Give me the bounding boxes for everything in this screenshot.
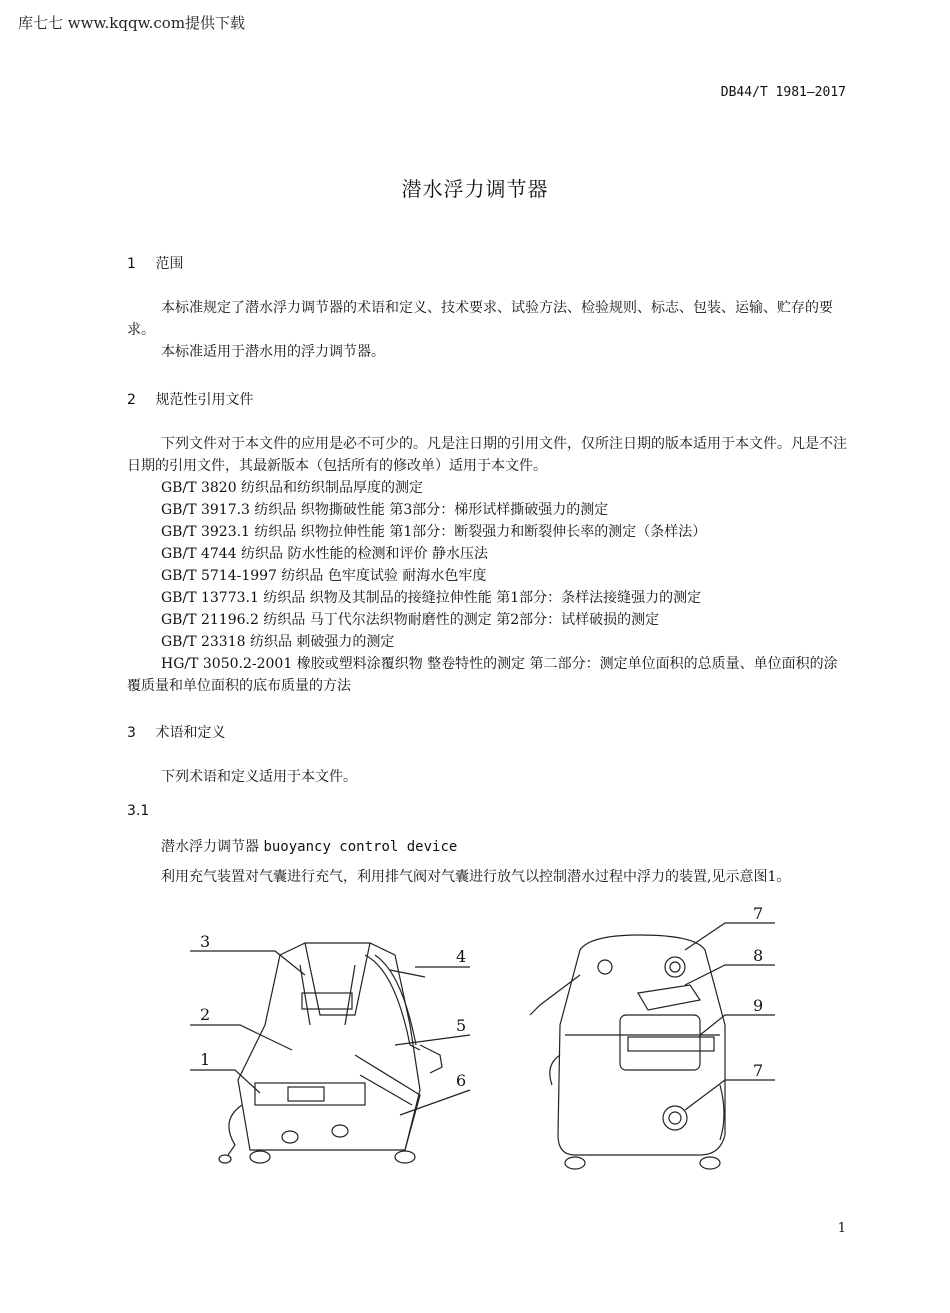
reference-item-last: HG/T 3050.2-2001 橡胶或塑料涂覆织物 整卷特性的测定 第二部分：测定单位面积的总质量、单位面积的涂覆质量和单位面积的底布质量的方法 — [127, 656, 838, 694]
section-1-para-1: 本标准规定了潜水浮力调节器的术语和定义、技术要求、试验方法、检验规则、标志、包装、运输、贮存的要求。 — [127, 300, 833, 338]
dump-valve-top — [665, 957, 685, 977]
reference-item: GB/T 3917.3 纺织品 织物撕破性能 第3部分：梯形试样撕破强力的测定 — [161, 502, 609, 518]
section-1-para-2: 本标准适用于潜水用的浮力调节器。 — [161, 344, 385, 360]
page-number: 1 — [837, 1221, 846, 1236]
figure-label: 3 — [200, 932, 211, 951]
section-2-title: 规范性引用文件 — [155, 392, 254, 408]
figure-label: 1 — [200, 1050, 211, 1069]
figure-label: 7 — [753, 1061, 764, 1080]
section-2-number: 2 — [127, 392, 136, 408]
page-title: 潜水浮力调节器 — [401, 177, 549, 201]
subsection-number: 3.1 — [127, 803, 150, 819]
reference-item: GB/T 3820 纺织品和纺织制品厚度的测定 — [161, 480, 424, 496]
term-chinese: 潜水浮力调节器 — [161, 839, 259, 855]
back-plate — [620, 1015, 700, 1070]
reference-item: GB/T 5714-1997 纺织品 色牢度试验 耐海水色牢度 — [161, 568, 487, 584]
front-waist-strap — [255, 1083, 365, 1105]
section-3-title: 术语和定义 — [155, 725, 226, 741]
section-1-heading — [127, 253, 183, 273]
term-english: buoyancy control device — [263, 839, 458, 855]
dump-valve-bottom — [663, 1106, 687, 1130]
section-3-intro: 下列术语和定义适用于本文件。 — [161, 769, 357, 785]
figure-label: 9 — [753, 996, 764, 1015]
figure-label: 8 — [753, 946, 764, 965]
back-tank-strap — [638, 985, 700, 1010]
section-2-heading — [127, 389, 253, 409]
section-1-title: 范围 — [155, 256, 184, 272]
reference-item: GB/T 3923.1 纺织品 织物拉伸性能 第1部分：断裂强力和断裂伸长率的测定（条样法） — [161, 524, 707, 540]
section-1-number: 1 — [127, 256, 136, 272]
term-definition: 利用充气装置对气囊进行充气，利用排气阀对气囊进行放气以控制潜水过程中浮力的装置,见示意图1。 — [161, 869, 791, 885]
figure-label: 2 — [200, 1005, 211, 1024]
watermark-text: 库七七 www.kqqw.com提供下载 — [18, 14, 246, 32]
reference-item: GB/T 21196.2 纺织品 马丁代尔法织物耐磨性的测定 第2部分：试样破损的测定 — [161, 612, 660, 628]
figure-label: 4 — [456, 947, 467, 966]
chest-buckle — [302, 993, 352, 1009]
section-3-number: 3 — [127, 725, 136, 741]
figure-label: 7 — [753, 905, 764, 923]
figure-label: 5 — [456, 1016, 467, 1035]
document-number: DB44/T 1981—2017 — [720, 85, 846, 100]
reference-item: GB/T 13773.1 纺织品 织物及其制品的接缝拉伸性能 第1部分：条样法接缝强力的测定 — [161, 590, 702, 606]
figure-label: 6 — [456, 1071, 467, 1090]
section-2-intro: 下列文件对于本文件的应用是必不可少的。凡是注日期的引用文件，仅所注日期的版本适用于本文件。凡是不注日期的引用文件，其最新版本（包括所有的修改单）适用于本文件。 — [127, 436, 847, 474]
term-entry — [161, 836, 457, 856]
section-3-heading — [127, 722, 225, 742]
reference-item: GB/T 4744 纺织品 防水性能的检测和评价 静水压法 — [161, 546, 488, 562]
bcd-schematic-figure — [180, 905, 780, 1175]
reference-item: GB/T 23318 纺织品 刺破强力的测定 — [161, 634, 395, 650]
